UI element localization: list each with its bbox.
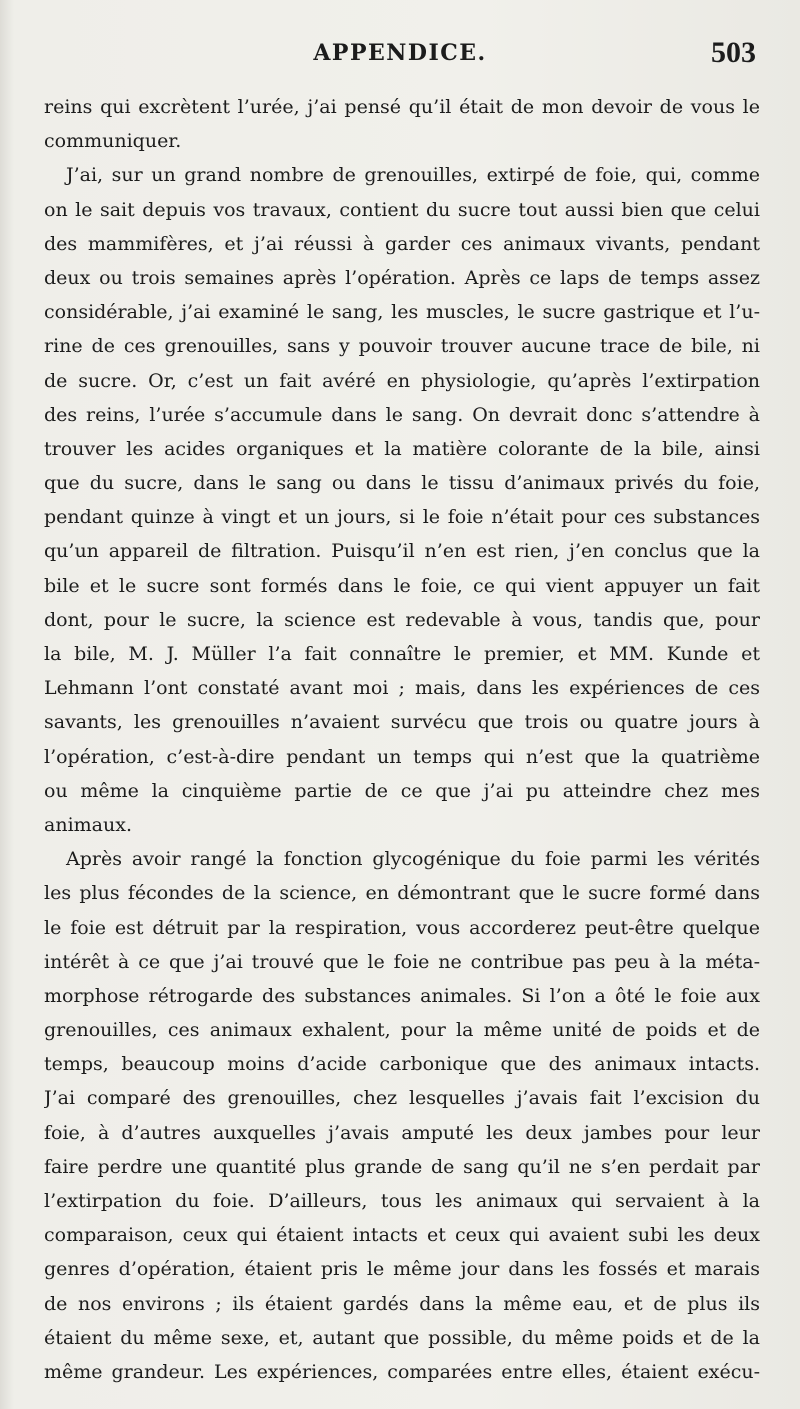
text-line: reins qui excrètent l’urée, j’ai pensé qu’il était de mon devoir de vous le [44,96,760,118]
text-line: des mammifères, et j’ai réussi à garder ces animaux vivants, pendant [44,232,760,255]
text-line: l’extirpation du foie. D’ailleurs, tous les animaux qui servaient à la [44,1190,760,1212]
text-line: les plus fécondes de la science, en démontrant que le sucre formé dans [44,882,760,905]
text-line: l’opération, c’est-à-dire pendant un temps qui n’est que la quatrième [44,745,760,768]
text-line: on le sait depuis vos travaux, contient du sucre tout aussi bien que celui [44,198,760,221]
page-number: 503 [711,36,756,69]
text-line: faire perdre une quantité plus grande de sang qu’il ne s’en perdait par [44,1155,760,1178]
text-line: genres d’opération, étaient pris le même jour dans les fossés et marais [44,1258,760,1281]
text-line: étaient du même sexe, et, autant que possible, du même poids et de la [44,1326,760,1349]
text-line: intérêt à ce que j’ai trouvé que le foie ne contribue pas peu à la méta- [44,950,760,973]
text-line: rine de ces grenouilles, sans y pouvoir trouver aucune trace de bile, ni [44,335,760,358]
text-line: grenouilles, ces animaux exhalent, pour la même unité de poids et de [44,1019,760,1042]
text-line: foie, à d’autres auxquelles j’avais amputé les deux jambes pour leur [44,1121,760,1144]
text-line: des reins, l’urée s’accumule dans le sang. On devrait donc s’attendre à [44,403,760,426]
text-line: animaux. [44,813,132,836]
text-line: morphose rétrogarde des substances animales. Si l’on a ôté le foie aux [44,984,760,1007]
text-line: le foie est détruit par la respiration, vous accorderez peut-être quelque [44,916,760,939]
text-line: bile et le sucre sont formés dans le foie, ce qui vient appuyer un fait [44,574,760,597]
text-line: deux ou trois semaines après l’opération. Après ce laps de temps assez [44,266,760,289]
text-line: qu’un appareil de filtration. Puisqu’il n’en est rien, j’en conclus que la [44,540,760,563]
text-line: pendant quinze à vingt et un jours, si le foie n’était pour ces substances [44,506,760,529]
page-header [0,36,800,76]
text-line: Lehmann l’ont constaté avant moi ; mais, dans les expériences de ces [44,677,760,700]
text-line: trouver les acides organiques et la matière colorante de la bile, ainsi [44,437,760,460]
running-head: APPENDICE. [313,40,487,66]
text-line: J’ai, sur un grand nombre de grenouilles, extirpé de foie, qui, comme [66,164,760,187]
body-text [44,90,760,1389]
text-line: temps, beaucoup moins d’acide carbonique que des animaux intacts. [44,1053,760,1076]
text-line: communiquer. [44,130,182,153]
text-line: de nos environs ; ils étaient gardés dans la même eau, et de plus ils [44,1292,760,1315]
text-line: Après avoir rangé la fonction glycogénique du foie parmi les vérités [66,848,760,871]
text-line: considérable, j’ai examiné le sang, les muscles, le sucre gastrique et l’u- [44,301,760,324]
text-line: savants, les grenouilles n’avaient survécu que trois ou quatre jours à [44,711,760,734]
text-line: ou même la cinquième partie de ce que j’ai pu atteindre chez mes [44,779,760,802]
text-line: de sucre. Or, c’est un fait avéré en physiologie, qu’après l’extirpation [44,369,760,392]
text-line: comparaison, ceux qui étaient intacts et ceux qui avaient subi les deux [44,1224,760,1247]
text-line: J’ai comparé des grenouilles, chez lesquelles j’avais fait l’excision du [44,1087,760,1110]
text-line: même grandeur. Les expériences, comparées entre elles, étaient exécu- [44,1360,760,1383]
text-line: la bile, M. J. Müller l’a fait connaître le premier, et MM. Kunde et [44,643,760,665]
text-line: que du sucre, dans le sang ou dans le tissu d’animaux privés du foie, [44,472,760,495]
text-line: dont, pour le sucre, la science est redevable à vous, tandis que, pour [44,608,760,631]
